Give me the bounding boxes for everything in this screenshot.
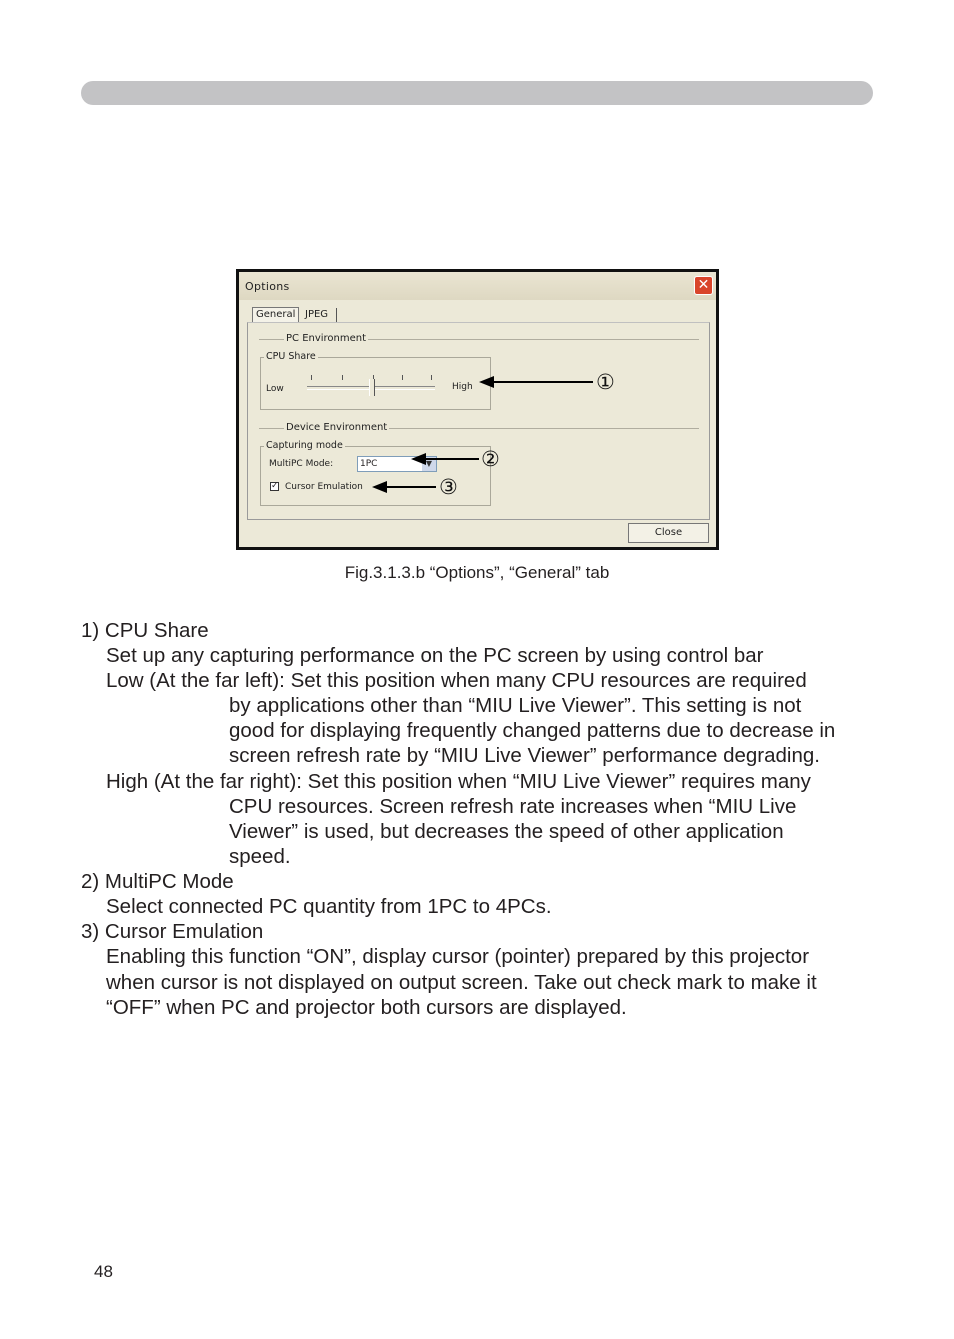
chevron-down-icon[interactable]: ▼ [422, 457, 436, 471]
body-line: Select connected PC quantity from 1PC to 4PCs. [106, 895, 552, 918]
capturing-mode-label: Capturing mode [266, 440, 343, 451]
section-heading-cpu-share: 1) CPU Share [81, 619, 209, 642]
device-environment-label: Device Environment [286, 422, 388, 433]
cursor-emulation-label: Cursor Emulation [285, 482, 363, 492]
body-line: Enabling this function “ON”, display cursor (pointer) prepared by this projector [106, 945, 810, 968]
figure-caption: Fig.3.1.3.b “Options”, “General” tab [344, 563, 610, 582]
callout-2: ② [481, 447, 500, 471]
body-line: when cursor is not displayed on output screen. Take out check mark to make it [106, 971, 817, 994]
body-line: High (At the far right): Set this position when “MIU Live Viewer” requires many [106, 770, 811, 793]
check-icon: ✓ [271, 481, 279, 491]
callout-1: ① [596, 370, 615, 394]
tab-jpeg[interactable]: JPEG [305, 309, 329, 320]
body-line: “OFF” when PC and projector both cursors are displayed. [106, 996, 627, 1019]
body-line: good for displaying frequently changed patterns due to decrease in [229, 719, 836, 742]
callout-3: ③ [439, 475, 458, 499]
close-icon[interactable]: ✕ [694, 276, 713, 295]
slider-high-label: High [452, 382, 473, 392]
body-line: Viewer” is used, but decreases the speed of other application [229, 820, 784, 843]
tab-general[interactable]: General [252, 307, 299, 325]
body-line: Low (At the far left): Set this position when many CPU resources are required [106, 669, 807, 692]
page-number: 48 [94, 1262, 113, 1281]
callout-arrowhead-1 [479, 376, 494, 388]
dialog-title: Options [245, 280, 290, 293]
body-line: Set up any capturing performance on the PC screen by using control bar [106, 644, 764, 667]
multipc-mode-label: MultiPC Mode: [269, 459, 334, 469]
slider-low-label: Low [266, 384, 284, 394]
close-button[interactable]: Close [628, 523, 709, 543]
body-line: speed. [229, 845, 291, 868]
callout-arrowhead-3 [372, 481, 387, 493]
section-heading-cursor-emulation: 3) Cursor Emulation [81, 920, 264, 943]
section-heading-multipc-mode: 2) MultiPC Mode [81, 870, 234, 893]
cpu-share-label: CPU Share [266, 351, 316, 362]
body-line: by applications other than “MIU Live Viewer”. This setting is not [229, 694, 802, 717]
multipc-mode-value: 1PC [360, 459, 378, 469]
callout-arrowhead-2 [411, 453, 426, 465]
pc-environment-label: PC Environment [286, 333, 367, 344]
body-line: CPU resources. Screen refresh rate increases when “MIU Live [229, 795, 797, 818]
body-line: screen refresh rate by “MIU Live Viewer” performance degrading. [229, 744, 820, 767]
